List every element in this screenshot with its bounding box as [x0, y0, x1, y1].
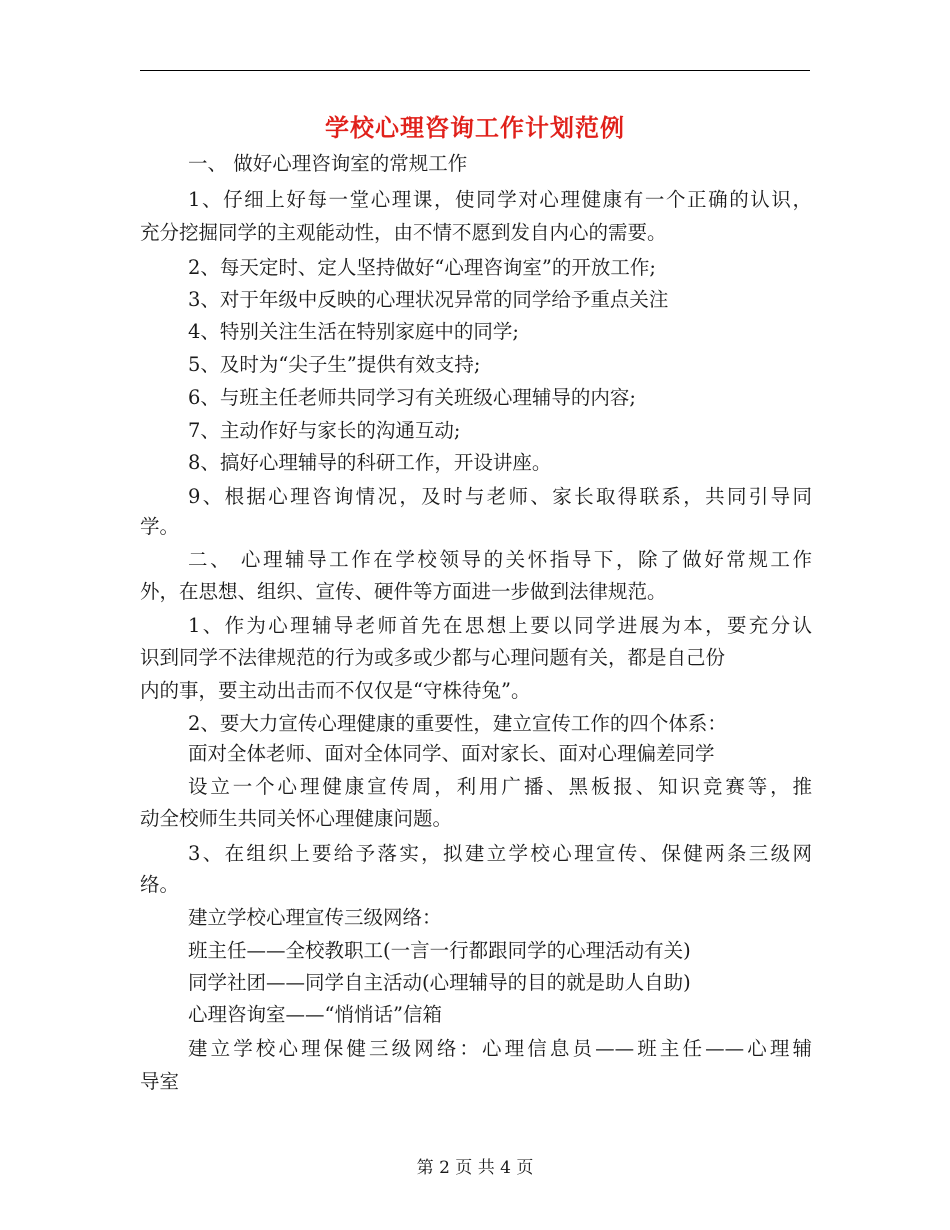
- list-item: 6、与班主任老师共同学习有关班级心理辅导的内容;: [188, 386, 636, 409]
- paragraph-line: 设立一个心理健康宣传周，利用广播、黑板报、知识竞赛等，推: [188, 775, 812, 798]
- page-number: 第 2 页 共 4 页: [416, 1158, 534, 1178]
- paragraph-line: 动全校师生共同关怀心理健康问题。: [140, 807, 453, 830]
- list-item: 3、对于年级中反映的心理状况异常的同学给予重点关注: [188, 288, 669, 311]
- paragraph-line: 2、要大力宣传心理健康的重要性，建立宣传工作的四个体系：: [188, 712, 727, 735]
- paragraph-line: 建立学校心理保健三级网络：心理信息员——班主任——心理辅: [188, 1037, 812, 1060]
- network-item: 班主任——全校教职工(一言一行都跟同学的心理活动有关): [188, 939, 691, 962]
- paragraph-line: 建立学校心理宣传三级网络：: [188, 906, 442, 929]
- paragraph-line: 识到同学不法律规范的行为或多或少都与心理问题有关，都是自己份: [140, 646, 726, 669]
- list-item: 5、及时为“尖子生”提供有效支持;: [188, 353, 481, 376]
- paragraph-line: 1、作为心理辅导老师首先在思想上要以同学进展为本，要充分认: [188, 614, 812, 637]
- paragraph-line: 络。: [140, 873, 180, 896]
- paragraph-line: 充分挖掘同学的主观能动性，由不情不愿到发自内心的需要。: [140, 221, 667, 244]
- section-heading-2: 二、 心理辅导工作在学校领导的关怀指导下，除了做好常规工作: [188, 548, 812, 571]
- paragraph-line: 学。: [140, 515, 180, 538]
- section-heading-1: 一、 做好心理咨询室的常规工作: [188, 152, 468, 175]
- paragraph-line: 3、在组织上要给予落实，拟建立学校心理宣传、保健两条三级网: [188, 842, 812, 865]
- paragraph-line: 导室: [140, 1070, 180, 1093]
- list-item: 2、每天定时、定人坚持做好“心理咨询室”的开放工作;: [188, 256, 656, 279]
- list-item: 9、根据心理咨询情况，及时与老师、家长取得联系，共同引导同: [188, 485, 812, 508]
- network-item: 心理咨询室——“悄悄话”信箱: [188, 1003, 442, 1026]
- list-item: 4、特别关注生活在特别家庭中的同学;: [188, 320, 519, 343]
- list-item: 7、主动作好与家长的沟通互动;: [188, 419, 461, 442]
- list-item: 8、搞好心理辅导的科研工作，开设讲座。: [188, 451, 552, 474]
- paragraph-line: 外，在思想、组织、宣传、硬件等方面进一步做到法律规范。: [140, 580, 667, 603]
- paragraph-line: 内的事，要主动出击而不仅仅是“守株待兔”。: [140, 679, 531, 702]
- paragraph-line: 1、仔细上好每一堂心理课，使同学对心理健康有一个正确的认识，: [188, 188, 812, 211]
- paragraph-line: 面对全体老师、面对全体同学、面对家长、面对心理偏差同学: [188, 742, 715, 765]
- network-item: 同学社团——同学自主活动(心理辅导的目的就是助人自助): [188, 971, 691, 994]
- document-title: 学校心理咨询工作计划范例: [325, 113, 625, 142]
- header-rule: [140, 70, 810, 71]
